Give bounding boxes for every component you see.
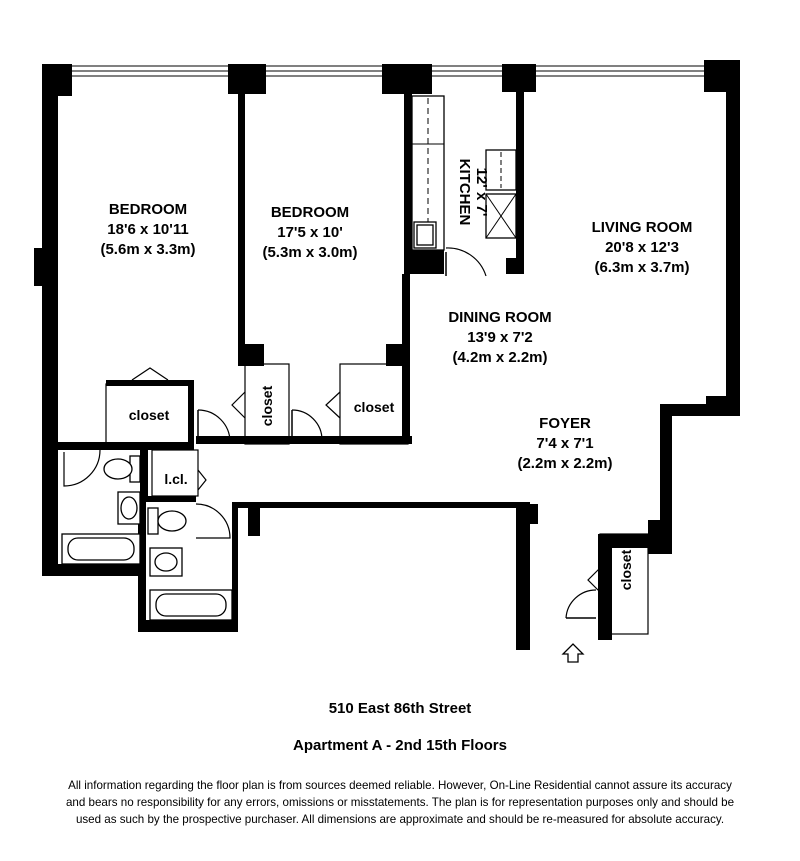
closet-label: closet — [259, 385, 275, 427]
room-name: BEDROOM — [108, 201, 188, 218]
room-name: BEDROOM — [270, 204, 350, 221]
sink-icon — [118, 492, 140, 524]
room-name: LIVING ROOM — [591, 219, 693, 236]
room-metric: (6.3m x 3.7m) — [594, 259, 690, 276]
closet-label: closet — [353, 399, 395, 415]
sink-icon — [414, 222, 436, 248]
room-name: DINING ROOM — [448, 309, 552, 326]
room-dimensions: 20'8 x 12'3 — [605, 239, 679, 256]
sink-icon — [150, 548, 182, 576]
building-address: 510 East 86th Street — [328, 700, 472, 717]
room-name: FOYER — [539, 415, 591, 432]
room-label-bedroom-2 — [262, 204, 357, 261]
apartment-title: Apartment A - 2nd 15th Floors — [293, 737, 507, 754]
room-dimensions: 13'9 x 7'2 — [467, 329, 533, 346]
bathtub-icon — [150, 590, 232, 620]
disclaimer-text: All information regarding the floor plan is from sources deemed reliable. However, On-Line Residential cannot assure its accuracy and bears no responsibility for any errors, omissions or misstatements. The plan is for representation purposes only and should be used as such by the prospective purchaser. All dimensions are approximate and should be re-measured for absolute accuracy. — [65, 779, 735, 826]
room-dimensions: 17'5 x 10' — [277, 224, 343, 241]
interior-walls — [58, 92, 648, 634]
room-metric: (5.6m x 3.3m) — [100, 241, 196, 258]
room-metric: (4.2m x 2.2m) — [452, 349, 548, 366]
bathtub-icon — [62, 534, 140, 564]
entrance-arrow-icon — [563, 644, 583, 662]
toilet-icon — [104, 456, 140, 482]
linen-closet-label: l.cl. — [164, 471, 188, 487]
room-label-bedroom-1 — [100, 201, 195, 258]
room-dimensions: 18'6 x 10'11 — [107, 221, 189, 238]
room-label-living-room — [592, 219, 693, 276]
room-dimensions: 12' x 7' — [473, 167, 490, 217]
room-label-dining-room — [448, 309, 551, 366]
room-dimensions: 7'4 x 7'1 — [536, 435, 594, 452]
closet-label: closet — [128, 407, 170, 423]
room-label-kitchen — [456, 159, 490, 226]
room-name: KITCHEN — [456, 158, 473, 226]
room-metric: (2.2m x 2.2m) — [517, 455, 613, 472]
room-label-foyer — [517, 415, 612, 472]
closet-label: closet — [618, 549, 634, 591]
toilet-icon — [148, 508, 186, 534]
room-metric: (5.3m x 3.0m) — [262, 244, 358, 261]
